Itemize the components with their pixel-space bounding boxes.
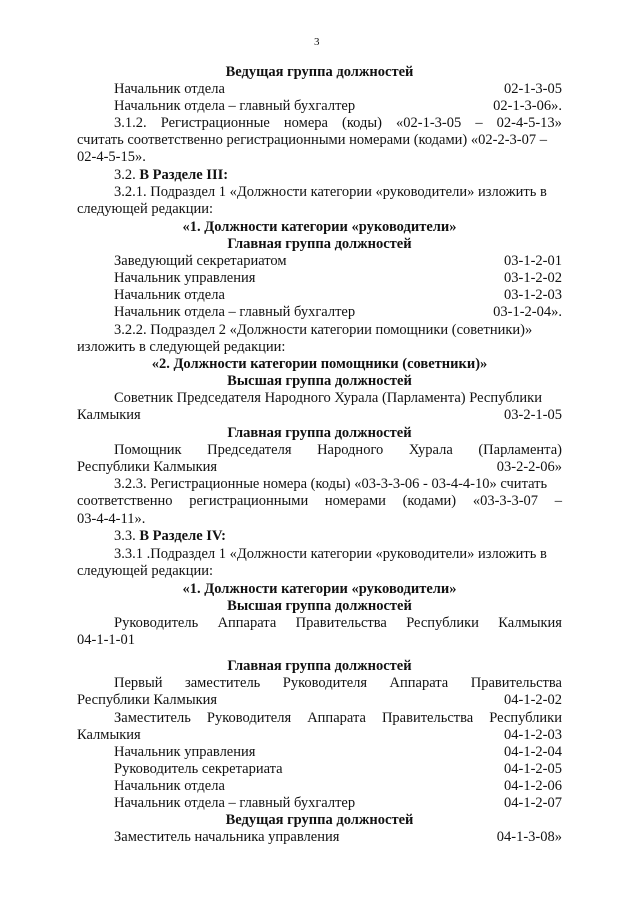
position-row bbox=[114, 304, 562, 322]
word: 02-4-5-13» bbox=[496, 115, 562, 131]
word: Республики bbox=[406, 615, 479, 631]
word: Аппарата bbox=[217, 615, 277, 631]
position-code: 04-1-2-04 bbox=[504, 744, 562, 760]
paragraph-line: 3.2.1. Подраздел 1 «Должности категории «руководители» изложить в bbox=[114, 184, 547, 200]
position-name: Калмыкия bbox=[77, 727, 141, 743]
paragraph-line: 3.2.2. Подраздел 2 «Должности категории помощники (советники)» bbox=[114, 322, 533, 338]
word: Руководитель bbox=[114, 615, 199, 631]
page-number: 3 bbox=[314, 36, 320, 48]
word: соответственно bbox=[77, 493, 173, 509]
position-code: 04-1-2-02 bbox=[504, 692, 562, 708]
word: «03-3-3-07 bbox=[472, 493, 539, 509]
word: – bbox=[554, 493, 562, 509]
position-code: 03-2-1-05 bbox=[504, 407, 562, 423]
word: Правительства bbox=[295, 615, 387, 631]
section-title: В Разделе IV: bbox=[139, 528, 226, 544]
position-code: 02-1-3-05 bbox=[504, 81, 562, 97]
paragraph-line: 3.3.1 .Подраздел 1 «Должности категории «руководители» изложить в bbox=[114, 546, 547, 562]
heading-leading-group: Ведущая группа должностей bbox=[225, 812, 414, 828]
section-title: В Разделе III: bbox=[139, 167, 229, 183]
word: (кодами) bbox=[402, 493, 457, 509]
paragraph-line: 3.2.3. Регистрационные номера (коды) «03-3-3-06 - 03-4-4-10» считать bbox=[114, 476, 548, 492]
word: Регистрационные bbox=[160, 115, 270, 131]
position-name: Начальник отдела – главный бухгалтер bbox=[114, 304, 356, 320]
position-row bbox=[77, 459, 562, 477]
heading-main-group: Главная группа должностей bbox=[227, 425, 412, 441]
position-name: Калмыкия bbox=[77, 407, 141, 423]
paragraph-line: 03-4-4-11». bbox=[77, 511, 146, 527]
position-row bbox=[114, 795, 562, 813]
heading-category-managers: «1. Должности категории «руководители» bbox=[182, 581, 457, 597]
heading-category-managers: «1. Должности категории «руководители» bbox=[182, 219, 457, 235]
position-row bbox=[77, 727, 562, 745]
position-code: 03-2-2-06» bbox=[496, 459, 562, 475]
paragraph-3-2-3-line2 bbox=[77, 493, 562, 511]
position-code: 03-1-2-01 bbox=[504, 253, 562, 269]
position-code: 04-1-3-08» bbox=[496, 829, 562, 845]
position-name: Начальник управления bbox=[114, 270, 256, 286]
heading-highest-group: Высшая группа должностей bbox=[227, 598, 412, 614]
word: Председателя bbox=[207, 442, 292, 458]
position-name: Начальник отдела bbox=[114, 81, 225, 97]
paragraph-line: следующей редакции: bbox=[77, 563, 214, 579]
position-name: Советник Председателя Народного Хурала (Парламента) Республики bbox=[114, 390, 542, 406]
word: (Парламента) bbox=[478, 442, 562, 458]
position-code: 04-1-2-05 bbox=[504, 761, 562, 777]
heading-category-assistants: «2. Должности категории помощники (советники)» bbox=[151, 356, 488, 372]
word: Правительства bbox=[381, 710, 474, 726]
position-name: Руководитель секретариата bbox=[114, 761, 283, 777]
position-row bbox=[114, 98, 562, 116]
position-code: 03-1-2-04». bbox=[493, 304, 562, 320]
position-row bbox=[114, 253, 562, 271]
position-name: Начальник отдела bbox=[114, 778, 225, 794]
position-name: Начальник управления bbox=[114, 744, 256, 760]
position-row bbox=[77, 692, 562, 710]
position-name: Начальник отдела – главный бухгалтер bbox=[114, 795, 356, 811]
word: Заместитель bbox=[114, 710, 191, 726]
position-code: 03-1-2-02 bbox=[504, 270, 562, 286]
position-name: Заведующий секретариатом bbox=[114, 253, 287, 269]
word: номерами bbox=[324, 493, 386, 509]
position-row bbox=[114, 829, 562, 847]
word: 3.1.2. bbox=[114, 115, 147, 131]
word: Народного bbox=[317, 442, 384, 458]
word: номера bbox=[283, 115, 328, 131]
position-name: Республики Калмыкия bbox=[77, 459, 218, 475]
position-row bbox=[114, 761, 562, 779]
position-code: 04-1-1-01 bbox=[77, 632, 135, 648]
paragraph-line: считать соответственно регистрационными номерами (кодами) «02-2-3-07 – bbox=[77, 132, 547, 148]
heading-highest-group: Высшая группа должностей bbox=[227, 373, 412, 389]
position-name-line1 bbox=[114, 615, 562, 633]
paragraph-3-1-2-line1 bbox=[114, 115, 562, 133]
section-3-2-heading bbox=[114, 167, 228, 185]
section-number: 3.3. bbox=[114, 528, 140, 544]
heading-main-group: Главная группа должностей bbox=[227, 658, 412, 674]
word: Руководителя bbox=[206, 710, 292, 726]
word: «02-1-3-05 bbox=[396, 115, 462, 131]
word: регистрационными bbox=[189, 493, 309, 509]
word: Помощник bbox=[114, 442, 182, 458]
paragraph-line: изложить в следующей редакции: bbox=[77, 339, 286, 355]
section-number: 3.2. bbox=[114, 167, 140, 183]
position-code: 04-1-2-07 bbox=[504, 795, 562, 811]
word: заместитель bbox=[185, 675, 261, 691]
word: Республики bbox=[489, 710, 562, 726]
word: Аппарата bbox=[389, 675, 449, 691]
position-name-line1 bbox=[114, 675, 562, 693]
position-code: 02-1-3-06». bbox=[493, 98, 562, 114]
position-row bbox=[114, 744, 562, 762]
word: Аппарата bbox=[307, 710, 366, 726]
position-row bbox=[77, 407, 562, 425]
word: Хурала bbox=[408, 442, 453, 458]
paragraph-line: следующей редакции: bbox=[77, 201, 214, 217]
section-3-3-heading bbox=[114, 528, 226, 546]
position-name: Республики Калмыкия bbox=[77, 692, 218, 708]
position-row bbox=[114, 778, 562, 796]
word: Руководителя bbox=[282, 675, 368, 691]
word: – bbox=[475, 115, 483, 131]
position-code: 03-1-2-03 bbox=[504, 287, 562, 303]
position-name: Начальник отдела – главный бухгалтер bbox=[114, 98, 356, 114]
heading-leading-group-2: Ведущая группа должностей bbox=[225, 64, 414, 80]
word: Первый bbox=[114, 675, 163, 691]
word: Правительства bbox=[470, 675, 562, 691]
word: Калмыкия bbox=[498, 615, 562, 631]
word: (коды) bbox=[342, 115, 382, 131]
position-code: 04-1-2-03 bbox=[504, 727, 562, 743]
position-row bbox=[114, 81, 562, 99]
position-name-line1 bbox=[114, 442, 562, 460]
position-row bbox=[114, 287, 562, 305]
paragraph-line: 02-4-5-15». bbox=[77, 149, 146, 165]
position-row bbox=[114, 270, 562, 288]
position-name: Начальник отдела bbox=[114, 287, 225, 303]
position-name: Заместитель начальника управления bbox=[114, 829, 340, 845]
position-code: 04-1-2-06 bbox=[504, 778, 562, 794]
heading-main-group: Главная группа должностей bbox=[227, 236, 412, 252]
position-name-line1 bbox=[114, 710, 562, 728]
